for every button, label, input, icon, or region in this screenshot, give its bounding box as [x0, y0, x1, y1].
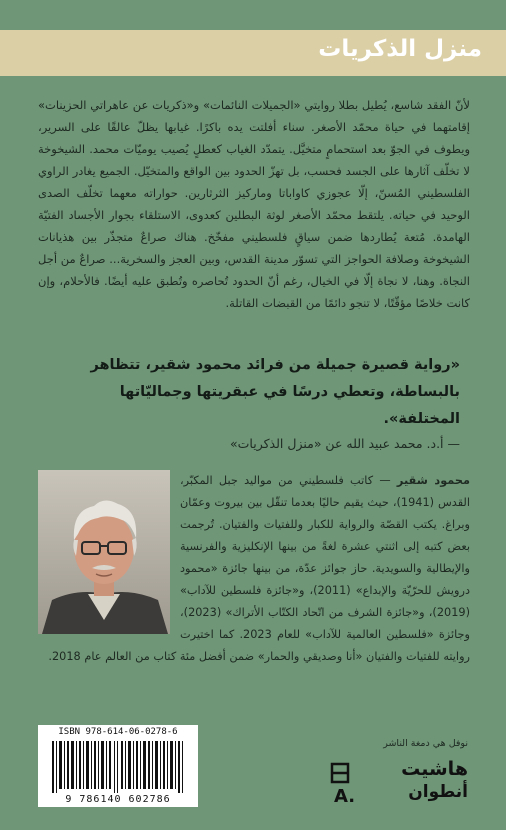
publisher-mark-icon: [328, 762, 372, 806]
author-bio-text: — كاتب فلسطيني من مواليد جبل المكبّر، القدس (1941)، حيث يقيم حاليًا بعدما تنقّل بين بيروت وعمّان وبراغ. يكتب القصّة والرواية للكبار وللفتيات والفتيان. تُرجمت بعض كتبه إلى اثنتي عشرة لغةً من بينها الإنكليزية والفرنسية والإيطالية والسويدية. حاز جوائز عدّة، من بينها جائزة «محمود درويش للحرّيّة والإبداع» (2011)، و«جائزة فلسطين للآداب» (2019)، و«جائزة الشرف من اتّحاد الكتّاب الأتراك» (2023)، وجائزة «فلسطين العالمية للآداب» للعام 2023. كما اختيرت روايته للفتيات والفتيان «أنا وصديقي والحمار» ضمن أفضل مئة كتاب من العالم عام 2018.: [48, 474, 471, 663]
barcode-box: [38, 725, 198, 807]
book-title: منزل الذكريات: [318, 36, 482, 62]
publisher-name-line2: أنطوان: [408, 782, 468, 802]
publisher-imprint-line: نوفل هي دمغة الناشر: [383, 738, 468, 749]
svg-text:A.: A.: [334, 786, 356, 806]
review-attribution: — أ.د. محمد عبيد الله عن «منزل الذكريات»: [230, 436, 460, 451]
author-photo-image: [38, 470, 170, 634]
review-quote: «رواية قصيرة جميلة من فرائد محمود شقير، تتظاهر بالبساطة، وتعطي درسًا في عبقريتها وجماليّاتها المختلفة».: [90, 357, 460, 427]
isbn-label: ISBN 978-614-06-0278-6: [58, 727, 178, 737]
publisher-logo: [328, 758, 468, 806]
author-name: محمود شقير: [396, 474, 470, 487]
barcode-digits: 9 786140 602786: [65, 794, 171, 805]
author-portrait: [38, 470, 170, 634]
synopsis-text: لأنّ الفقد شاسع، يُطيل بطلا روايتي «الجميلات النائمات» و«ذكريات عن عاهراتي الحزينات» إقامتهما في حياة محمّد الأصغر. سناء أفلتت يده باكرًا. غيابها يظلّ عالقًا على السرير، ويطوف في الجوّ بعد استحمامٍ متخيَّل. يتمدّد الغياب كعطلٍ يُصيب يوميّات محمد. الشيخوخة لا تخلّف آثارها على الجسد فحسب، بل تهزّ الحدود بين الواقع والمتخيّل. الجميع يغادر الراوي الفلسطيني المُسنّ، إلّا عجوزي كاواباتا وماركيز الثرثارين. حواراته معهما تخلّف الصدى الوحيد في حياته. يلتقط محمّد الأصغر لوثة البطلين كعدوى، الاستلقاء بجوار الأجساد الفتيّة الهامدة. مُتعة يُطاردها ضمن سياقٍ فلسطيني مفخّخ. هناك صراعٌ متجذّر بين هذيانات الشيخوخة وصلافة الحواجز التي تسوّر مدينة القدس، وبين العجز والسخرية... صراعٌ من أجل النجاة. وهنا، لا نجاة إلّا في الخيال، رغم أنّ الحدود تُحاصره وتُطبق عليه أيضًا. فالأحلام، وإن كانت خلاصًا مؤقّتًا، لا تنجو دائمًا من القبضات القاتلة.: [38, 98, 470, 310]
publisher-name-line1: هاشيت: [401, 758, 468, 780]
title-band: [0, 30, 506, 76]
